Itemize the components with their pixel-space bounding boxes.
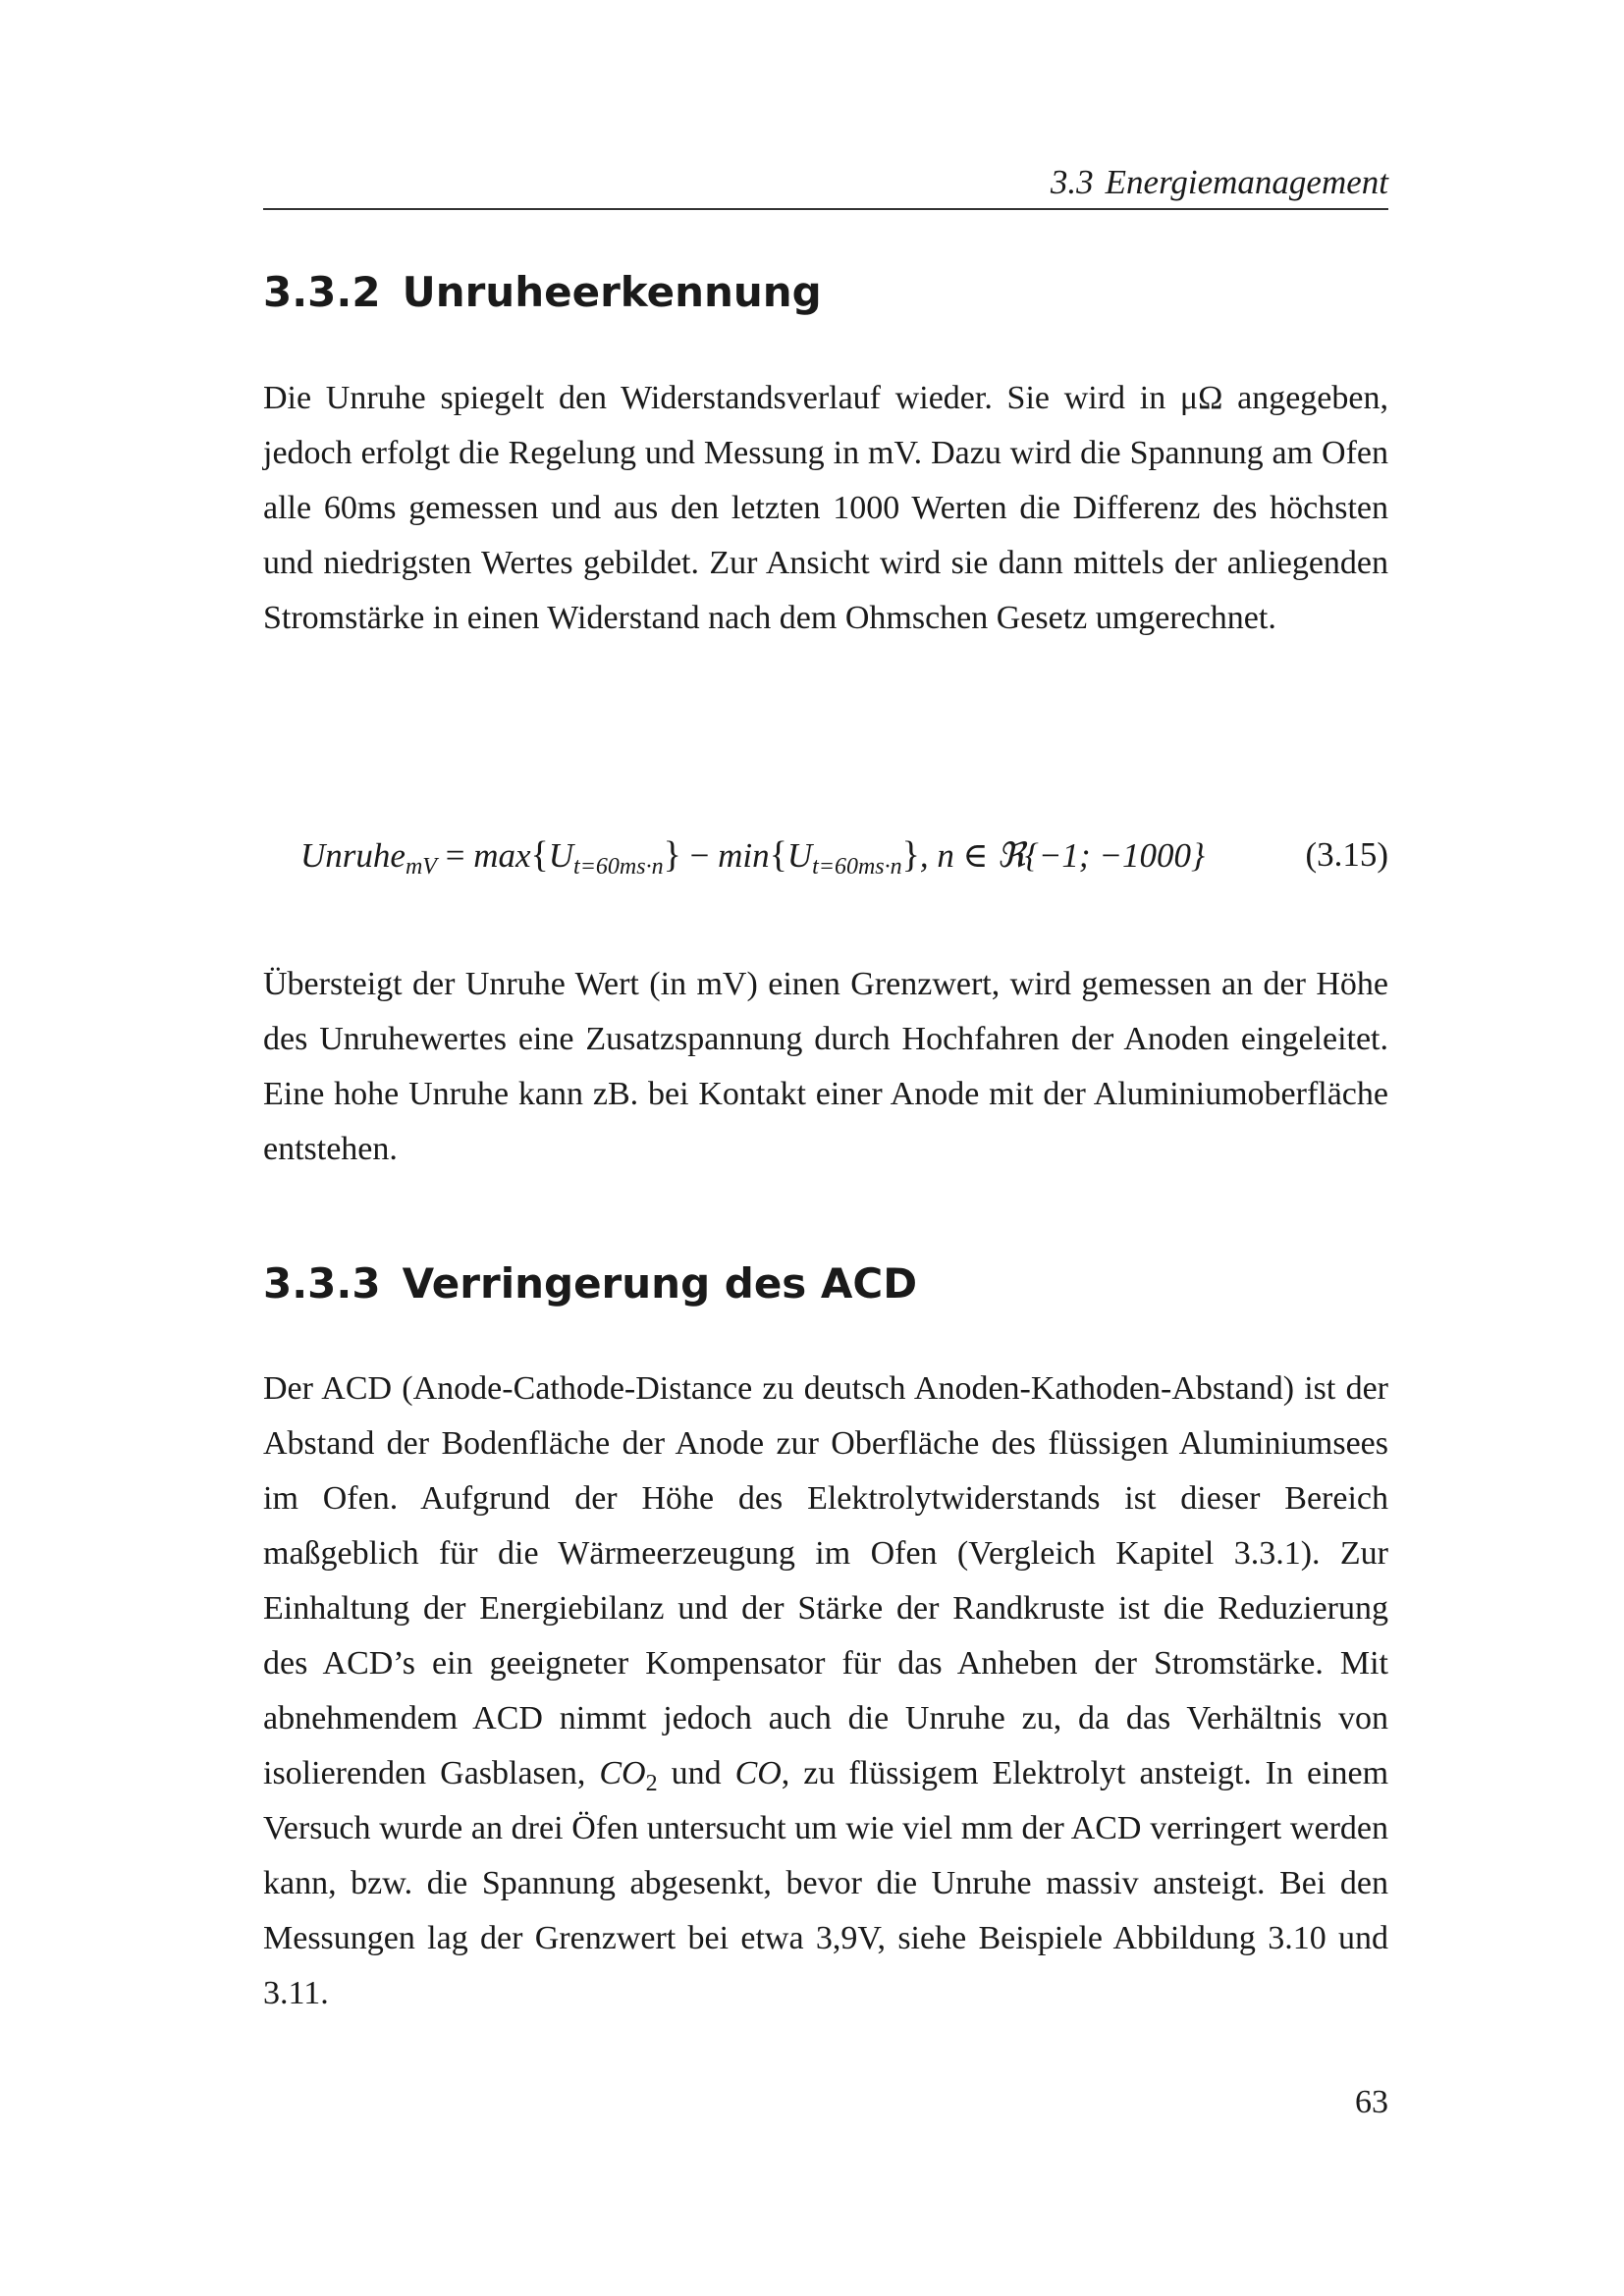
page-number: 63 xyxy=(1355,2084,1388,2120)
eq-var-2: U xyxy=(786,836,813,875)
header-rule xyxy=(263,208,1388,210)
section-title: Unruheerkennung xyxy=(402,268,822,316)
eq-condition: , n ∈ ℜ{−1; −1000} xyxy=(919,836,1205,875)
paragraph-unruhe-intro: Die Unruhe spiegelt den Widerstandsverlauf wieder. Sie wird in μΩ angegeben, jedoch erfolgt die Regelung und Messung in mV. Dazu wird die Spannung am Ofen alle 60ms gemessen und aus den letzten 1000 Werten die Differenz des höchsten und niedrigsten Wertes gebildet. Zur Ansicht wird sie dann mittels der anliegenden Stromstärke in einen Widerstand nach dem Ohmschen Gesetz umgerechnet. xyxy=(263,380,1388,636)
section-heading-verringerung-acd xyxy=(263,1259,1388,1308)
paragraph-acd xyxy=(263,1362,1388,2021)
equation-number: (3.15) xyxy=(1305,835,1388,874)
running-head xyxy=(263,163,1388,202)
equation-3-15 xyxy=(263,830,1388,880)
eq-var: U xyxy=(548,836,574,875)
eq-brace-close-2: } xyxy=(901,834,920,876)
eq-min: min xyxy=(718,836,770,875)
eq-brace-close: } xyxy=(663,834,681,876)
chem-co2-base: CO xyxy=(599,1755,646,1791)
section-number: 3.3.2 xyxy=(263,268,381,316)
section-title: Verringerung des ACD xyxy=(402,1259,918,1308)
running-head-number: 3.3 xyxy=(1050,163,1094,201)
eq-equals: = xyxy=(445,836,465,875)
equation-body xyxy=(300,830,1205,881)
eq-var-subscript-2: t=60ms·n xyxy=(812,854,902,880)
paragraph-acd-part-2: , zu flüssigem Elektrolyt ansteigt. In einem Versuch wurde an drei Öfen untersucht um wie viel mm der ACD verringert werden kann, bzw. die Spannung abgesenkt, bevor die Unruhe massiv ansteigt. Bei den Messungen lag der Grenzwert bei etwa 3,9V, siehe Beispiele Abbildung 3.10 und 3.11. xyxy=(263,1755,1389,2011)
eq-max: max xyxy=(473,836,531,875)
running-head-title: Energiemanagement xyxy=(1105,163,1388,201)
eq-var-subscript: t=60ms·n xyxy=(573,854,664,880)
section-heading-unruheerkennung xyxy=(263,268,1388,317)
eq-lhs: Unruhe xyxy=(300,836,406,875)
paragraph-acd-part-1: Der ACD (Anode-Cathode-Distance zu deutsch Anoden-Kathoden-Abstand) ist der Abstand der Bodenfläche der Anode zur Oberfläche des flüssigen Aluminiumsees im Ofen. Aufgrund der Höhe des Elektrolytwiderstands ist dieser Bereich maßgeblich für die Wärmeerzeugung im Ofen (Vergleich Kapitel 3.3.1). Zur Einhaltung der Energiebilanz und der Stärke der Randkruste ist die Reduzierung des ACD’s ein geeigneter Kompensator für das Anheben der Stromstärke. Mit abnehmendem ACD nimmt jedoch auch die Unruhe zu, da das Verhältnis von isolierenden Gasblasen, xyxy=(263,1370,1388,1791)
paragraph-acd-und: und xyxy=(671,1755,722,1791)
eq-lhs-subscript: mV xyxy=(405,854,437,880)
chem-co: CO xyxy=(734,1755,782,1791)
chem-co2 xyxy=(599,1755,658,1796)
paragraph-grenzwert: Übersteigt der Unruhe Wert (in mV) einen Grenzwert, wird gemessen an der Höhe des Unruhewertes eine Zusatzspannung durch Hochfahren der Anoden eingeleitet. Eine hohe Unruhe kann zB. bei Kontakt einer Anode mit der Aluminiumoberfläche entstehen. xyxy=(263,966,1388,1167)
chem-co2-subscript: 2 xyxy=(645,1771,658,1796)
section-number: 3.3.3 xyxy=(263,1259,381,1308)
eq-brace-open: { xyxy=(530,834,549,876)
eq-brace-open-2: { xyxy=(769,834,787,876)
eq-minus: − xyxy=(689,836,710,875)
